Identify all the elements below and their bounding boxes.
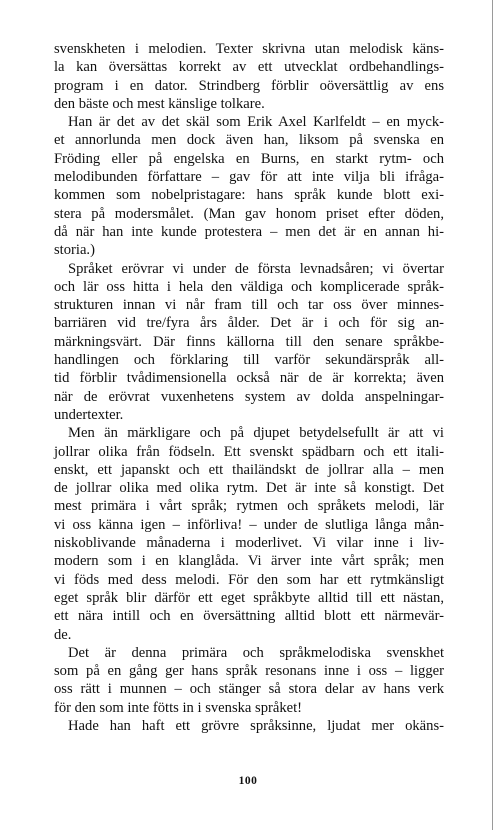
page-edge [492, 0, 493, 830]
text-line: Det är denna primära och språkmelodiska svenskhet [68, 644, 444, 661]
text-line: de jollrar olika med olika rytm. Det är inte så konstigt. Det [54, 480, 444, 497]
text-line: program i en dator. Strindberg förblir oöversättlig av ens [54, 77, 444, 94]
text-line: strukturen innan vi når fram till och tar oss över minnes- [54, 297, 444, 314]
text-line: melodibunden författare – gav för att inte vilja bli ifråga- [54, 169, 444, 186]
text-line: mest primära i vårt språk; rytmen och språkets melodi, lär [54, 498, 444, 515]
text-line: oss rätt i munnen – och stänger så stora delar av hans verk [54, 681, 444, 698]
text-line: tid förblir tvådimensionella också när de är korrekta; även [54, 370, 444, 387]
paragraph [54, 260, 444, 425]
text-line: Språket erövrar vi under de första levnadsåren; vi övertar [68, 260, 444, 277]
text-line: svenskheten i melodien. Texter skrivna utan melodisk käns- [54, 41, 444, 57]
page-number: 100 [238, 775, 258, 787]
text-line: jollrar olika från födseln. Ett svenskt spädbarn och ett itali- [54, 443, 444, 460]
text-line: Han är det av det skäl som Erik Axel Karlfeldt – en myck- [68, 114, 444, 131]
text-line: de. [54, 626, 72, 643]
text-line: Hade han haft ett grövre språksinne, ljudat mer okäns- [68, 717, 444, 734]
paragraph [54, 644, 444, 717]
text-line: Men än märkligare och på djupet betydelsefullt är att vi [68, 425, 444, 442]
text-line: et annorlunda men dock även han, liksom på svenska en [54, 132, 444, 149]
text-line: eget språk blir därför ett eget språkbyte alltid till ett nästan, [54, 589, 444, 606]
text-line: la kan översättas korrekt av ett utvecklat ordbehandlings- [54, 59, 444, 76]
text-line: storia.) [54, 242, 95, 259]
paragraph [54, 424, 444, 644]
paragraph [54, 40, 444, 113]
text-line: kommen som nobelpristagare: hans språk kunde blott exi- [54, 187, 444, 204]
text-line: stera på modersmålet. (Man gav honom priset efter döden, [54, 205, 444, 222]
text-line: ett nära intill och en översättning alltid blott ett närmevär- [54, 608, 444, 625]
text-line: niskoblivande månaderna i moderlivet. Vi vilar inne i liv- [54, 535, 444, 552]
text-line: vi oss känna igen – införliva! – under de slutliga långa mån- [54, 516, 444, 533]
text-line: vi föds med dess melodi. För den som har ett rytmkänsligt [54, 571, 444, 588]
text-line: då när han inte kunde protestera – men det är en annan hi- [54, 223, 444, 240]
text-line: märkningsvärt. Där finns källorna till den senare språkbe- [54, 333, 444, 350]
paragraph [54, 717, 444, 735]
paragraph [54, 113, 444, 259]
text-line: handlingen och förklaring till varför sekundärspråk all- [54, 352, 444, 369]
text-line: när de erövrat vuxenhetens system av dolda anspelningar- [54, 388, 444, 405]
text-line: modern som i en klanglåda. Vi ärver inte vårt språk; men [54, 553, 444, 570]
text-line: den bäste och mest känslige tolkare. [54, 95, 265, 112]
text-line: som på en gång ger hans språk resonans inne i oss – ligger [54, 663, 444, 680]
text-line: enskt, ett japanskt och ett thailändskt de jollrar alla – men [54, 461, 444, 478]
page-body [54, 40, 444, 735]
text-line: Fröding eller på engelska en Burns, en starkt rytm- och [54, 150, 444, 167]
text-line: undertexter. [54, 406, 124, 423]
text-line: för den som inte fötts in i svenska språket! [54, 699, 303, 716]
text-line: och lär oss hitta i hela den väldiga och komplicerade språk- [54, 278, 444, 295]
text-line: barriären vid tre/fyra års ålder. Det är i och för sig an- [54, 315, 444, 332]
